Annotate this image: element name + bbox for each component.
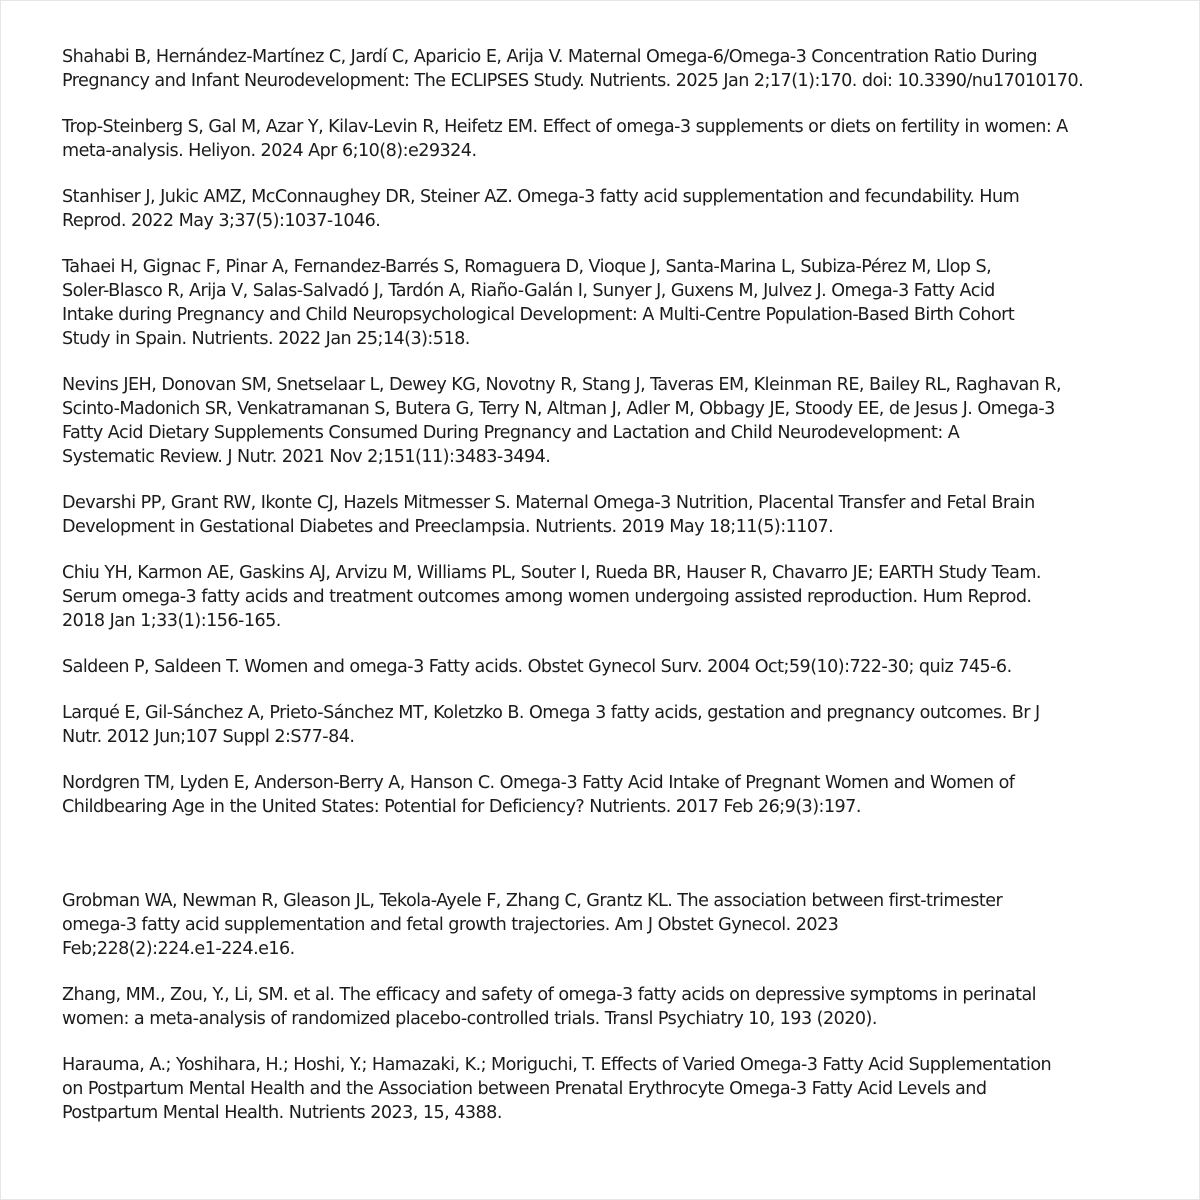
reference-item: Shahabi B, Hernández-Martínez C, Jardí C, Aparicio E, Arija V. Maternal Omega-6/Omega-3 Concentration Ratio During Pregnancy and Infant Neurodevelopment: The ECLIPSES Study. Nutrients. 2025 Jan 2;17(1):170. doi: 10.3390/nu17010170. — [62, 47, 1084, 91]
reference-item: Harauma, A.; Yoshihara, H.; Hoshi, Y.; Hamazaki, K.; Moriguchi, T. Effects of Varied Omega-3 Fatty Acid Supplementation on Postpartum Mental Health and the Association between Prenatal Erythrocyte Omega-3 Fatty Acid Levels and Postpartum Mental Health. Nutrients 2023, 15, 4388. — [62, 1055, 1052, 1123]
reference-item: Tahaei H, Gignac F, Pinar A, Fernandez-Barrés S, Romaguera D, Vioque J, Santa-Marina L, Subiza-Pérez M, Llop S, Soler-Blasco R, Arija V, Salas-Salvadó J, Tardón A, Riaño-Galán I, Sunyer J, Guxens M, Julvez J. Omega-3 Fatty Acid Intake during Pregnancy and Child Neuropsychological Development: A Multi-Centre Population-Based Birth Cohort Study in Spain. Nutrients. 2022 Jan 25;14(3):518. — [62, 257, 1015, 349]
reference-item: Saldeen P, Saldeen T. Women and omega-3 Fatty acids. Obstet Gynecol Surv. 2004 Oct;59(10):722-30; quiz 745-6. — [62, 657, 1012, 677]
reference-item: Nevins JEH, Donovan SM, Snetselaar L, Dewey KG, Novotny R, Stang J, Taveras EM, Kleinman RE, Bailey RL, Raghavan R, Scinto-Madonich SR, Venkatramanan S, Butera G, Terry N, Altman J, Adler M, Obbagy JE, Stoody EE, de Jesus J. Omega-3 Fatty Acid Dietary Supplements Consumed During Pregnancy and Lactation and Child Neurodevelopment: A Systematic Review. J Nutr. 2021 Nov 2;151(11):3483-3494. — [62, 375, 1062, 467]
reference-item: Nordgren TM, Lyden E, Anderson-Berry A, Hanson C. Omega-3 Fatty Acid Intake of Pregnant Women and Women of Childbearing Age in the United States: Potential for Deficiency? Nutrients. 2017 Feb 26;9(3):197. — [62, 773, 1015, 817]
reference-item: Devarshi PP, Grant RW, Ikonte CJ, Hazels Mitmesser S. Maternal Omega-3 Nutrition, Placental Transfer and Fetal Brain Development in Gestational Diabetes and Preeclampsia. Nutrients. 2019 May 18;11(5):1107. — [62, 493, 1035, 537]
reference-item: Larqué E, Gil-Sánchez A, Prieto-Sánchez MT, Koletzko B. Omega 3 fatty acids, gestation and pregnancy outcomes. Br J Nutr. 2012 Jun;107 Suppl 2:S77-84. — [62, 703, 1040, 747]
reference-item: Trop-Steinberg S, Gal M, Azar Y, Kilav-Levin R, Heifetz EM. Effect of omega-3 supplements or diets on fertility in women: A meta-analysis. Heliyon. 2024 Apr 6;10(8):e29324. — [62, 117, 1068, 161]
reference-list — [62, 45, 1142, 1147]
reference-item: Stanhiser J, Jukic AMZ, McConnaughey DR, Steiner AZ. Omega-3 fatty acid supplementation and fecundability. Hum Reprod. 2022 May 3;37(5):1037-1046. — [62, 187, 1020, 231]
reference-item: Grobman WA, Newman R, Gleason JL, Tekola-Ayele F, Zhang C, Grantz KL. The association between first-trimester omega-3 fatty acid supplementation and fetal growth trajectories. Am J Obstet Gynecol. 2023 Feb;228(2):224.e1-224.e16. — [62, 891, 1003, 959]
reference-item: Zhang, MM., Zou, Y., Li, SM. et al. The efficacy and safety of omega-3 fatty acids on depressive symptoms in perinatal women: a meta-analysis of randomized placebo-controlled trials. Transl Psychiatry 10, 193 (2020). — [62, 985, 1037, 1029]
reference-item: Chiu YH, Karmon AE, Gaskins AJ, Arvizu M, Williams PL, Souter I, Rueda BR, Hauser R, Chavarro JE; EARTH Study Team. Serum omega-3 fatty acids and treatment outcomes among women undergoing assisted reproduction. Hum Reprod. 2018 Jan 1;33(1):156-165. — [62, 563, 1041, 631]
